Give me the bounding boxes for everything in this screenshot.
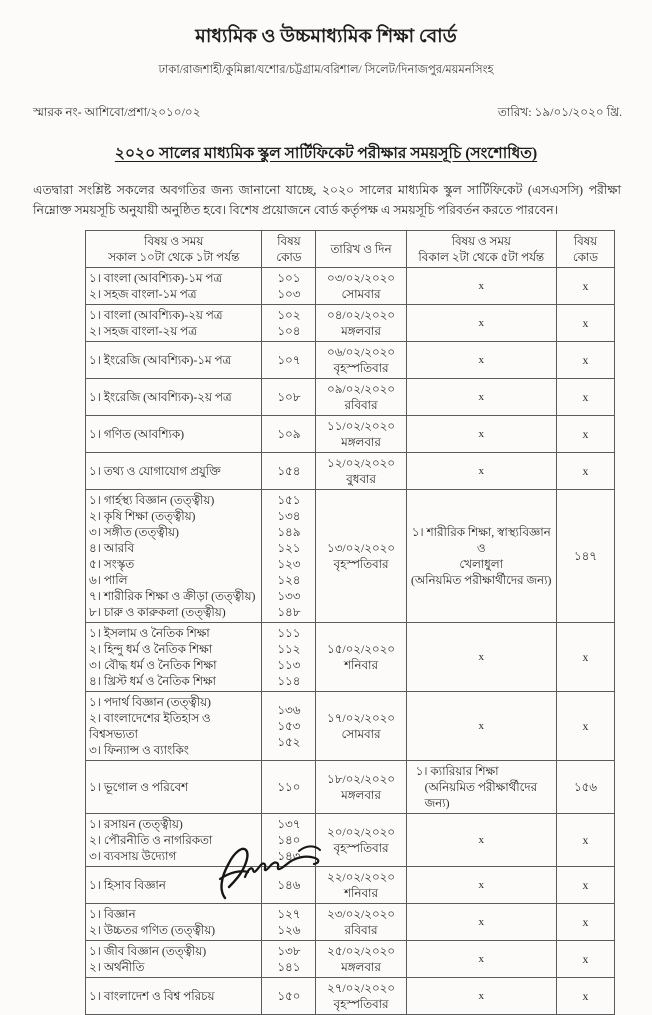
afternoon-code-cell: x [556,867,614,904]
morning-codes-cell [262,623,316,692]
afternoon-code-cell: x [556,453,614,490]
schedule-row [86,416,615,453]
exam-date: ২২/০২/২০২০ [327,870,395,885]
schedule-row [86,453,615,490]
exam-schedule-table [85,230,615,1015]
exam-date: ০৪/০২/২০২০ [327,308,395,323]
afternoon-line: (অনিয়মিত পরীক্ষার্থীদের জন্য) [424,780,538,811]
schedule-header-row [86,231,615,268]
subject-code: ১৪৩ [277,849,301,864]
date-day-cell [316,978,406,1015]
exam-day: মঙ্গলবার [341,324,381,339]
subject-code: ১১৩ [277,658,301,673]
subject-line: ৫। সংস্কৃত [89,557,135,572]
subject-code: ১০৯ [277,427,301,442]
afternoon-code-cell: ১৪৭ [556,490,614,623]
date-day-cell [316,904,406,941]
subject-line: ২। অর্থনীতি [89,960,145,975]
schedule-row [86,941,615,978]
afternoon-subject-cell [406,453,556,490]
afternoon-subject-cell [406,941,556,978]
morning-codes-cell [262,379,316,416]
afternoon-subject-cell [406,761,556,814]
subject-code: ১১০ [277,780,301,795]
memo-number: স্মারক নং- আশিবো/প্রশা/২০১০/০২ [33,105,201,119]
date-day-cell [316,305,406,342]
exam-day: শনিবার [344,886,378,901]
subject-line: ১। ইংরেজি (আবশ্যিক)-২য় পত্র [89,390,232,405]
schedule-row [86,379,615,416]
org-regions: ঢাকা/রাজশাহী/কুমিল্লা/যশোর/চট্টগ্রাম/বরিশাল/ সিলেট/দিনাজপুর/ময়মনসিংহ [158,64,494,76]
date-day-cell [316,453,406,490]
header-morning-code [262,231,316,268]
subject-code: ১১২ [277,642,301,657]
morning-codes-cell [262,342,316,379]
exam-date: ১২/০২/২০২০ [327,456,395,471]
afternoon-line: x [478,280,484,293]
morning-codes-cell [262,305,316,342]
subject-code: ১৪১ [277,960,301,975]
afternoon-line: x [478,317,484,330]
afternoon-code-cell: x [556,416,614,453]
subject-code: ১৪৮ [277,605,301,620]
subject-code: ১২৪ [277,573,301,588]
afternoon-line: x [478,720,484,733]
memo-row [33,104,622,124]
subject-code: ১৩৩ [277,589,301,604]
morning-subjects-cell [86,623,262,692]
exam-day: মঙ্গলবার [341,960,381,975]
subject-code: ১৫২ [277,735,301,750]
subject-line: ২। উচ্চতর গণিত (তত্ত্বীয়) [89,923,216,938]
subject-code: ১২৭ [277,907,301,922]
exam-day: মঙ্গলবার [341,788,381,803]
header-afternoon-subject-line1: বিষয় ও সময় [451,234,511,249]
afternoon-line: x [478,953,484,966]
date-day-cell [316,379,406,416]
afternoon-line: x [478,990,484,1003]
header-morning-subject-line2: সকাল ১০টা থেকে ১টা পর্যন্ত [108,250,240,265]
date-day-cell [316,342,406,379]
afternoon-code-cell: x [556,623,614,692]
subject-line: ৩। সঙ্গীত (তত্ত্বীয়) [89,525,179,540]
subject-code: ১২৩ [277,557,301,572]
subject-code: ১৩৪ [277,509,301,524]
subject-code: ১০৩ [277,287,301,302]
subject-line: ২। হিন্দু ধর্ম ও নৈতিক শিক্ষা [89,642,213,657]
afternoon-line: x [478,651,484,664]
exam-day: রবিবার [344,398,378,413]
afternoon-line: x [478,879,484,892]
afternoon-line: x [478,391,484,404]
afternoon-subject-cell [406,305,556,342]
subject-code: ১০৭ [277,353,301,368]
subject-line: ২। সহজ বাংলা-১ম পত্র [89,287,197,302]
exam-date: ২৫/০২/২০২০ [327,944,395,959]
schedule-row [86,623,615,692]
exam-day: শনিবার [344,658,378,673]
date-day-cell [316,761,406,814]
subject-line: ৬। পালি [89,573,128,588]
subject-code: ১৫৩ [277,719,301,734]
subject-line: ১। হিসাব বিজ্ঞান [89,878,166,893]
subject-code: ১০৮ [277,390,301,405]
subject-line: ১। গণিত (আবশ্যিক) [89,427,185,442]
morning-codes-cell [262,416,316,453]
morning-codes-cell [262,904,316,941]
afternoon-subject-cell [406,904,556,941]
header-morning-subject-line1: বিষয় ও সময় [144,234,204,249]
subject-line: ৪। আরবি [89,541,135,556]
subject-code: ১০৪ [277,324,301,339]
morning-subjects-cell [86,268,262,305]
exam-date: ২০/০২/২০২০ [327,825,395,840]
afternoon-line: x [478,916,484,929]
subject-line: ২। কৃষি শিক্ষা (তত্ত্বীয়) [89,509,196,524]
afternoon-line: x [478,834,484,847]
date-day-cell [316,692,406,761]
afternoon-code-cell: x [556,814,614,867]
schedule-row [86,761,615,814]
schedule-row [86,305,615,342]
afternoon-subject-cell [406,692,556,761]
morning-subjects-cell [86,978,262,1015]
schedule-row [86,692,615,761]
subject-line: ১। বিজ্ঞান [89,907,136,922]
subject-code: ১২৬ [277,923,301,938]
date-day-cell [316,416,406,453]
afternoon-code-cell: x [556,268,614,305]
subject-line: ৮। চারু ও কারুকলা (তত্ত্বীয়) [89,605,226,620]
afternoon-line: ১। শারীরিক শিক্ষা, স্বাস্থ্যবিজ্ঞান ও [411,525,551,556]
subject-code: ১৫১ [277,493,301,508]
header-code-line2: কোড [572,250,598,265]
exam-day: বৃহস্পতিবার [333,997,389,1012]
exam-date: ১৫/০২/২০২০ [327,642,395,657]
exam-date: ০৩/০২/২০২০ [327,271,395,286]
subject-code: ১৩৮ [277,944,301,959]
exam-date: ১৮/০২/২০২০ [327,772,395,787]
afternoon-code-cell: x [556,941,614,978]
subject-line: ২। সহজ বাংলা-২য় পত্র [89,324,197,339]
afternoon-line: (অনিয়মিত পরীক্ষার্থীদের জন্য) [411,573,552,588]
morning-codes-cell [262,453,316,490]
exam-date: ২৭/০২/২০২০ [327,981,395,996]
subject-line: ৩। ফিন্যান্স ও ব্যাংকিং [89,743,189,758]
schedule-row [86,867,615,904]
exam-date: ২৩/০২/২০২০ [327,907,395,922]
subject-line: ১। জীব বিজ্ঞান (তত্ত্বীয়) [89,944,207,959]
afternoon-subject-cell [406,623,556,692]
exam-day: সোমবার [341,727,381,742]
subject-line: ৩। ব্যবসায় উদ্যোগ [89,849,177,864]
afternoon-line: x [478,465,484,478]
date-day-cell [316,941,406,978]
subject-line: ১। বাংলা (আবশ্যিক)-১ম পত্র [89,271,223,286]
afternoon-subject-cell [406,268,556,305]
morning-codes-cell [262,692,316,761]
afternoon-line: ১। ক্যারিয়ার শিক্ষা [415,764,499,779]
morning-subjects-cell [86,453,262,490]
afternoon-subject-cell [406,379,556,416]
afternoon-code-cell: ১৫৬ [556,761,614,814]
date-day-cell [316,623,406,692]
afternoon-subject-cell [406,978,556,1015]
exam-date: ১৩/০২/২০২০ [327,541,395,556]
exam-day: বৃহস্পতিবার [333,361,389,376]
morning-codes-cell [262,490,316,623]
date-day-cell [316,490,406,623]
afternoon-code-cell: x [556,692,614,761]
morning-subjects-cell [86,490,262,623]
exam-date: ১৭/০২/২০২০ [327,711,395,726]
schedule-row [86,814,615,867]
subject-code: ১৩৬ [277,703,301,718]
exam-day: বৃহস্পতিবার [333,841,389,856]
header-afternoon-code [556,231,614,268]
afternoon-subject-cell [406,416,556,453]
afternoon-subject-cell [406,814,556,867]
morning-subjects-cell [86,904,262,941]
exam-date: ০৯/০২/২০২০ [327,382,395,397]
subject-line: ১। গার্হস্থ্য বিজ্ঞান (তত্ত্বীয়) [89,493,215,508]
org-name: মাধ্যমিক ও উচ্চমাধ্যমিক শিক্ষা বোর্ড [195,26,457,47]
exam-day: বুধবার [346,472,376,487]
issue-date: তারিখ: ১৯/০১/২০২০ খ্রি. [497,105,622,119]
signature-scribble [203,841,335,901]
morning-codes-cell [262,941,316,978]
header-code-line1: বিষয় [277,234,301,249]
afternoon-line: খেলাধুলা [459,557,503,572]
afternoon-subject-cell [406,490,556,623]
morning-codes-cell [262,761,316,814]
morning-subjects-cell [86,941,262,978]
subject-code: ১০১ [277,271,301,286]
schedule-row [86,490,615,623]
exam-day: রবিবার [344,923,378,938]
afternoon-subject-cell [406,867,556,904]
subject-code: ১৫৪ [277,464,301,479]
intro-paragraph: এতদ্বারা সংশ্লিষ্ট সকলের অবগতির জন্য জানানো যাচ্ছে, ২০২০ সালের মাধ্যমিক স্কুল সার্টিফিকেট (এসএসসি) পরীক্ষা নিম্নোক্ত সময়সূচি অনুযায়ী অনুষ্ঠিত হবে। বিশেষ প্রয়োজনে বোর্ড কর্তৃপক্ষ এ সময়সূচি পরিবর্তন করতে পারবেন। [33,183,621,218]
morning-subjects-cell [86,692,262,761]
subject-code: ১৪০ [277,833,301,848]
afternoon-code-cell: x [556,305,614,342]
exam-day: সোমবার [341,287,381,302]
morning-subjects-cell [86,379,262,416]
afternoon-code-cell: x [556,904,614,941]
subject-line: ১। ভূগোল ও পরিবেশ [89,780,189,795]
exam-day: মঙ্গলবার [341,435,381,450]
header-afternoon-subject-line2: বিকাল ২টা থেকে ৫টা পর্যন্ত [418,250,544,265]
header-code-line1: বিষয় [573,234,598,249]
schedule-row [86,342,615,379]
schedule-row [86,978,615,1015]
subject-code: ১০২ [277,308,301,323]
subject-code: ১১৪ [277,674,301,689]
morning-subjects-cell [86,305,262,342]
afternoon-code-cell: x [556,978,614,1015]
morning-codes-cell [262,268,316,305]
morning-subjects-cell [86,342,262,379]
subject-line: ১। ইংরেজি (আবশ্যিক)-১ম পত্র [89,353,232,368]
subject-line: ১। পদার্থ বিজ্ঞান (তত্ত্বীয়) [89,695,211,710]
schedule-row [86,904,615,941]
subject-line: ২। বাংলাদেশের ইতিহাস ও বিশ্বসভ্যতা [89,711,211,742]
date-day-cell [316,268,406,305]
afternoon-subject-cell [406,342,556,379]
subject-line: ৩। বৌদ্ধ ধর্ম ও নৈতিক শিক্ষা [89,658,217,673]
subject-line: ৭। শারীরিক শিক্ষা ও ক্রীড়া (তত্ত্বীয়) [89,589,256,604]
afternoon-code-cell: x [556,379,614,416]
afternoon-line: x [478,428,484,441]
subject-code: ১৫০ [277,989,301,1004]
subject-code: ১১১ [277,626,301,641]
morning-subjects-cell [86,761,262,814]
subject-line: ১। ইসলাম ও নৈতিক শিক্ষা [89,626,210,641]
morning-codes-cell [262,978,316,1015]
subject-line: ২। পৌরনীতি ও নাগরিকতা [89,833,213,848]
subject-line: ১। বাংলা (আবশ্যিক)-২য় পত্র [89,308,223,323]
morning-subjects-cell [86,416,262,453]
document-title: ২০২০ সালের মাধ্যমিক স্কুল সার্টিফিকেট পরীক্ষার সময়সূচি (সংশোধিত) [114,145,538,162]
subject-code: ১৪৯ [277,525,301,540]
subject-line: ৪। খ্রিস্ট ধর্ম ও নৈতিক শিক্ষা [89,674,216,689]
header-code-line2: কোড [276,250,302,265]
afternoon-line: x [478,354,484,367]
header-date-day: তারিখ ও দিন [316,231,406,268]
subject-line: ১। বাংলাদেশ ও বিশ্ব পরিচয় [89,989,215,1004]
subject-code: ১৩৭ [277,817,301,832]
subject-code: ১২১ [277,541,301,556]
subject-code: ১৪৬ [277,878,301,893]
subject-line: ১। রসায়ন (তত্ত্বীয়) [89,817,183,832]
afternoon-code-cell: x [556,342,614,379]
exam-date: ১১/০২/২০২০ [327,419,395,434]
schedule-row [86,268,615,305]
subject-line: ১। তথ্য ও যোগাযোগ প্রযুক্তি [89,464,221,479]
exam-day: বৃহস্পতিবার [333,557,389,572]
exam-date: ০৬/০২/২০২০ [327,345,395,360]
header-morning-subject [86,231,262,268]
header-afternoon-subject [406,231,556,268]
